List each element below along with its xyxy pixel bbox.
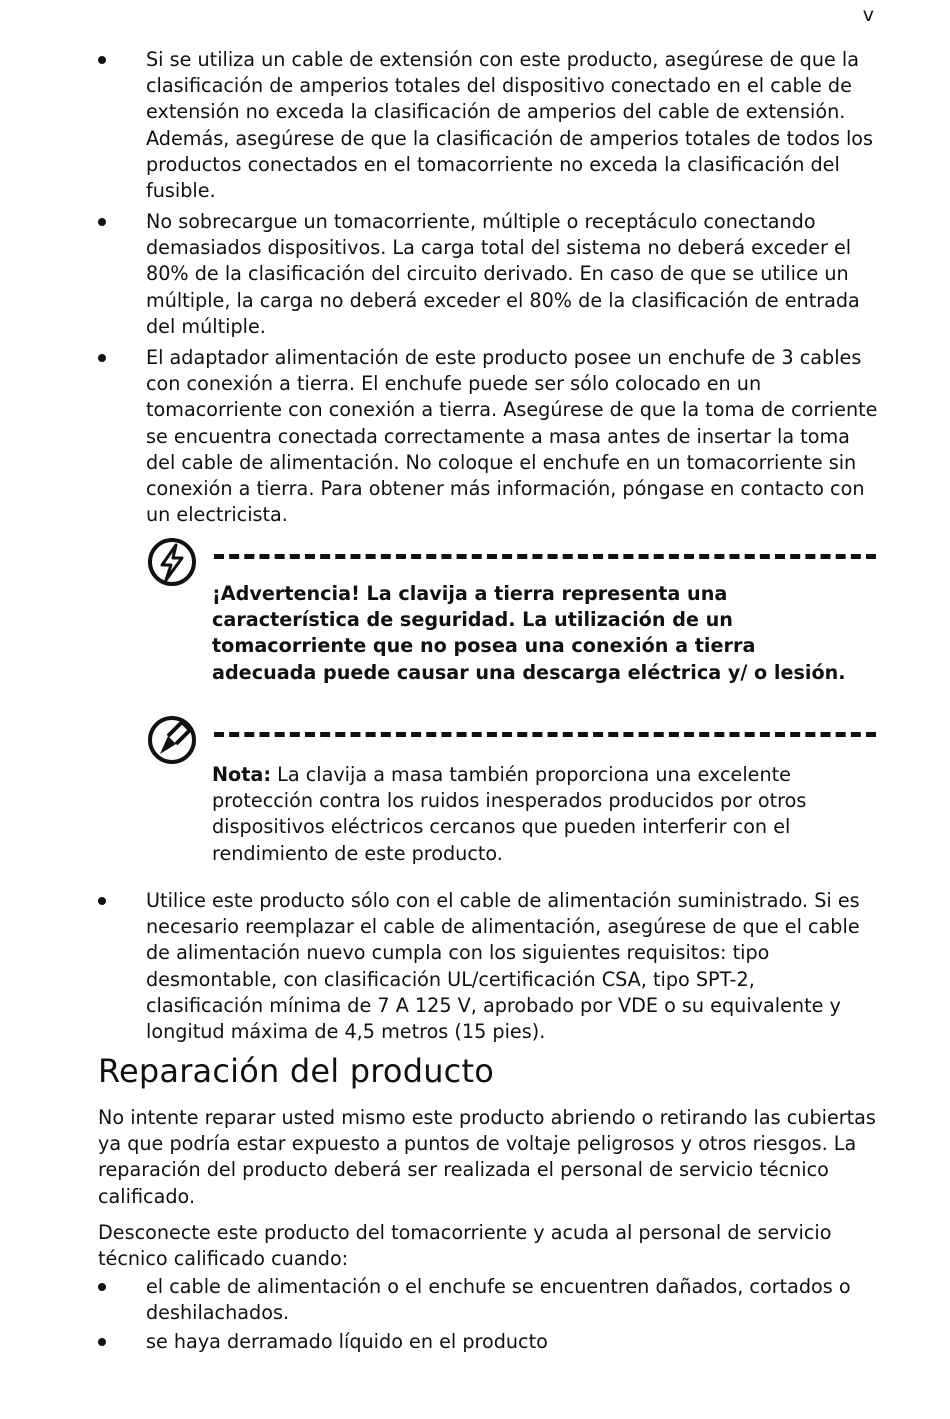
section-heading: Reparación del producto [98,1052,495,1090]
bullet-icon [98,218,106,226]
bullet-text: El adaptador alimentación de este producto posee un enchufe de 3 cables con conexión a tierra. El enchufe puede ser sólo colocado en un tomacorriente con conexión a tierra. Asegúrese de que la toma de corriente se encuentra conectada correctamente a masa antes de insertar la toma del cable de alimentación. No coloque el enchufe en un tomacorriente sin conexión a tierra. Para obtener más información, póngase en contacto con un electricista. [146,346,878,527]
list-item [98,888,878,1045]
bullet-icon [98,354,106,362]
note-callout [146,714,876,864]
dashed-divider [214,554,876,559]
note-text [212,762,862,867]
list-item [98,1329,878,1355]
service-bullet-list [98,1274,878,1355]
list-item [98,209,878,345]
bullet-icon [98,897,106,905]
dashed-divider [214,732,876,737]
safety-bullet-list [98,47,878,528]
power-cord-bullet-list [98,888,878,1045]
list-item [98,47,878,209]
list-item [98,345,878,528]
warning-text: ¡Advertencia! La clavija a tierra representa una característica de seguridad. La utilización de un tomacorriente que no posea una conexión a tierra adecuada puede causar una descarga eléctrica y/ o lesión. [212,582,846,684]
list-item [98,1274,878,1329]
paragraph: No intente reparar usted mismo este producto abriendo o retirando las cubiertas ya que podría estar expuesto a puntos de voltaje peligrosos y otros riesgos. La reparación del producto deberá ser realizada el personal de servicio técnico calificado. [98,1106,876,1208]
note-body: La clavija a masa también proporciona una excelente protección contra los ruidos inesperados producidos por otros dispositivos eléctricos cercanos que pueden interferir con el rendimiento de este producto. [212,763,807,865]
paragraph: Desconecte este producto del tomacorriente y acuda al personal de servicio técnico calificado cuando: [98,1221,832,1271]
page-number: v [862,4,874,26]
bullet-text: No sobrecargue un tomacorriente, múltiple o receptáculo conectando demasiados dispositivos. La carga total del sistema no deberá exceder el 80% de la clasificación del circuito derivado. En caso de que se utilice un múltiple, la carga no deberá exceder el 80% de la clasificación de entrada del múltiple. [146,210,860,338]
note-label: Nota: [212,763,272,786]
bullet-icon [98,1283,106,1291]
warning-bolt-icon [146,536,198,588]
bullet-text: el cable de alimentación o el enchufe se encuentren dañados, cortados o deshilachados. [146,1275,851,1325]
bullet-text: Si se utiliza un cable de extensión con este producto, asegúrese de que la clasificación de amperios totales del dispositivo conectado en el cable de extensión no exceda la clasificación de amperios del cable de extensión. Además, asegúrese de que la clasificación de amperios totales de todos los productos conectados en el tomacorriente no exceda la clasificación del fusible. [146,48,874,203]
bullet-icon [98,1338,106,1346]
bullet-text: se haya derramado líquido en el producto [146,1330,548,1353]
bullet-icon [98,56,106,64]
bullet-text: Utilice este producto sólo con el cable de alimentación suministrado. Si es necesario reemplazar el cable de alimentación, asegúrese de que el cable de alimentación nuevo cumpla con los siguientes requisitos: tipo desmontable, con clasificación UL/certificación CSA, tipo SPT-2, clasificación mínima de 7 A 125 V, aprobado por VDE o su equivalente y longitud máxima de 4,5 metros (15 pies). [146,889,860,1044]
note-pen-icon [146,714,198,766]
warning-callout [146,536,876,686]
